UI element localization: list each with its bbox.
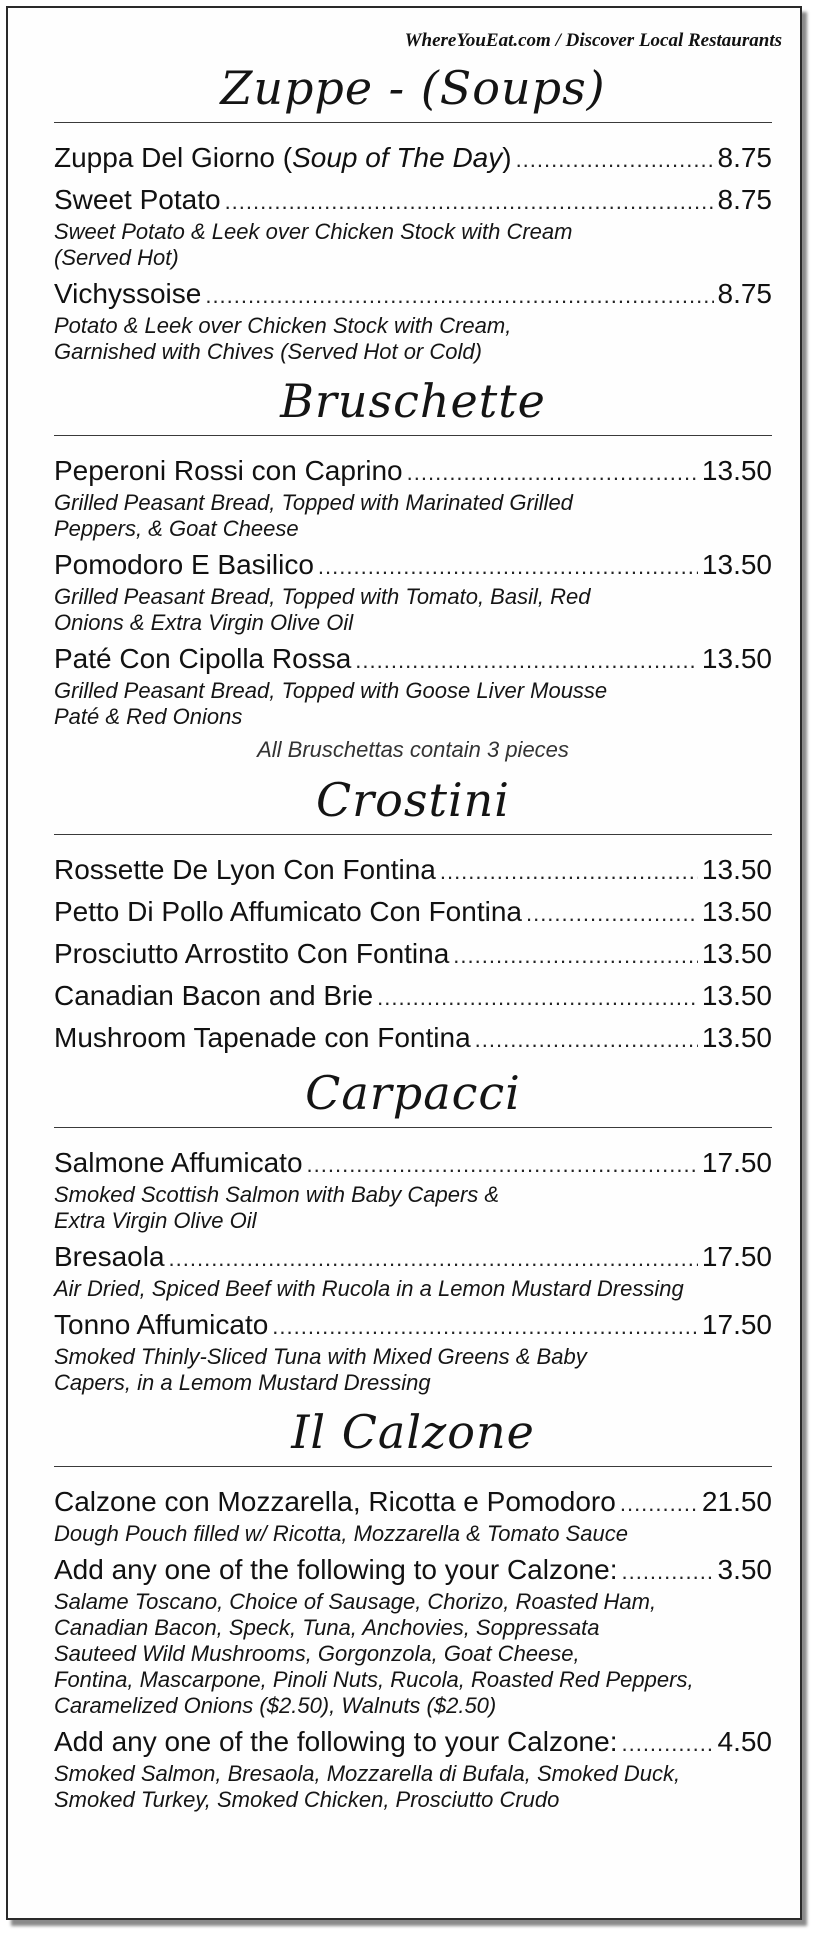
- menu-item: [54, 1725, 772, 1813]
- menu-item: [54, 1240, 772, 1302]
- section-divider: [54, 1127, 772, 1128]
- menu-section: [54, 371, 772, 764]
- menu-item-line: [54, 979, 772, 1015]
- menu-item-description: Onions & Extra Virgin Olive Oil: [54, 610, 354, 635]
- menu-item-line: [54, 642, 772, 678]
- menu-item-price: 13.50: [701, 455, 772, 486]
- section-divider: [54, 834, 772, 835]
- menu-item-price: 13.50: [701, 643, 772, 674]
- menu-item-description: Smoked Salmon, Bresaola, Mozzarella di Bufala, Smoked Duck,: [54, 1761, 681, 1786]
- menu-page: [6, 6, 802, 1920]
- menu-item-description: Grilled Peasant Bread, Topped with Goose Liver Mousse: [54, 678, 608, 703]
- menu-item: [54, 1308, 772, 1396]
- menu-item-description: Garnished with Chives (Served Hot or Cold): [54, 339, 482, 364]
- menu-item-name: Canadian Bacon and Brie: [54, 980, 374, 1011]
- menu-item-description: Dough Pouch filled w/ Ricotta, Mozzarella & Tomato Sauce: [54, 1521, 628, 1546]
- menu-item-description: Grilled Peasant Bread, Topped with Marinated Grilled: [54, 490, 573, 515]
- menu-item: [54, 141, 772, 177]
- menu-item: [54, 1146, 772, 1234]
- menu-item-price: 21.50: [701, 1486, 772, 1517]
- menu-item-description: Potato & Leek over Chicken Stock with Cream,: [54, 313, 512, 338]
- section-title: Crostini: [315, 773, 511, 827]
- menu-section: [54, 770, 772, 1057]
- dot-leader: [272, 1310, 698, 1344]
- menu-item-price: 13.50: [701, 854, 772, 885]
- menu-item-description: Air Dried, Spiced Beef with Rucola in a Lemon Mustard Dressing: [54, 1276, 684, 1301]
- section-title: Zuppe - (Soups): [220, 61, 606, 115]
- dot-leader: [475, 1023, 698, 1057]
- menu-item-line: [54, 1146, 772, 1182]
- menu-item-line: [54, 1240, 772, 1276]
- menu-item-description: Extra Virgin Olive Oil: [54, 1208, 257, 1233]
- menu-item-description: Smoked Thinly-Sliced Tuna with Mixed Greens & Baby: [54, 1344, 587, 1369]
- menu-item-line: [54, 548, 772, 584]
- menu-item-price: 17.50: [701, 1147, 772, 1178]
- dot-leader: [516, 143, 714, 177]
- menu-item-line: [54, 141, 772, 177]
- menu-item-name: Add any one of the following to your Calzone:: [54, 1554, 618, 1585]
- menu-item-price: 13.50: [701, 938, 772, 969]
- menu-item-line: [54, 1553, 772, 1589]
- menu-item-description: Grilled Peasant Bread, Topped with Tomato, Basil, Red: [54, 584, 591, 609]
- menu-item-description: Salame Toscano, Choice of Sausage, Chorizo, Roasted Ham,: [54, 1589, 657, 1614]
- site-header: WhereYouEat.com / Discover Local Restaurants: [404, 30, 782, 51]
- menu-item-description: Paté & Red Onions: [54, 704, 243, 729]
- menu-item-price: 17.50: [701, 1309, 772, 1340]
- menu-item-name: Salmone Affumicato: [54, 1147, 303, 1178]
- section-title: Il Calzone: [291, 1405, 535, 1459]
- menu-item-line: [54, 1308, 772, 1344]
- section-divider: [54, 435, 772, 436]
- menu-item-name: Zuppa Del Giorno (Soup of The Day): [54, 142, 512, 173]
- menu-item-name: Petto Di Pollo Affumicato Con Fontina: [54, 896, 522, 927]
- menu-item: [54, 937, 772, 973]
- menu-item-price: 13.50: [701, 1022, 772, 1053]
- menu-item-price: 8.75: [717, 184, 772, 215]
- menu-item: [54, 183, 772, 271]
- menu-item-line: [54, 277, 772, 313]
- menu-item-line: [54, 454, 772, 490]
- menu-item: [54, 979, 772, 1015]
- dot-leader: [318, 550, 698, 584]
- menu-item-description: Peppers, & Goat Cheese: [54, 516, 299, 541]
- section-divider: [54, 122, 772, 123]
- menu-item-price: 13.50: [701, 896, 772, 927]
- menu-section: [54, 1063, 772, 1396]
- menu-item-line: [54, 853, 772, 889]
- menu-item-description: Caramelized Onions ($2.50), Walnuts ($2.50): [54, 1693, 497, 1718]
- section-note: All Bruschettas contain 3 pieces: [257, 737, 569, 762]
- dot-leader: [407, 456, 698, 490]
- menu-item-name: Tonno Affumicato: [54, 1309, 269, 1340]
- menu-content: [54, 58, 772, 1819]
- menu-item-price: 8.75: [717, 278, 772, 309]
- menu-item-name-italic: Soup of The Day: [292, 142, 503, 173]
- section-title: Bruschette: [280, 374, 546, 428]
- menu-item-name: Bresaola: [54, 1241, 165, 1272]
- menu-item-name: Prosciutto Arrostito Con Fontina: [54, 938, 450, 969]
- menu-item-line: [54, 1485, 772, 1521]
- menu-item: [54, 1485, 772, 1547]
- menu-item-name: Rossette De Lyon Con Fontina: [54, 854, 436, 885]
- menu-item: [54, 853, 772, 889]
- dot-leader: [526, 897, 698, 931]
- menu-item-line: [54, 937, 772, 973]
- dot-leader: [225, 185, 714, 219]
- menu-item-description: (Served Hot): [54, 245, 179, 270]
- menu-item-price: 17.50: [701, 1241, 772, 1272]
- menu-item-line: [54, 1725, 772, 1761]
- dot-leader: [169, 1242, 698, 1276]
- dot-leader: [621, 1555, 713, 1589]
- menu-item-name: Mushroom Tapenade con Fontina: [54, 1022, 471, 1053]
- menu-item: [54, 548, 772, 636]
- menu-item-line: [54, 183, 772, 219]
- menu-item-price: 13.50: [701, 980, 772, 1011]
- menu-section: [54, 1402, 772, 1813]
- dot-leader: [453, 939, 698, 973]
- menu-item-description: Canadian Bacon, Speck, Tuna, Anchovies, Soppressata: [54, 1615, 600, 1640]
- menu-item: [54, 277, 772, 365]
- dot-leader: [621, 1727, 713, 1761]
- menu-item-description: Sweet Potato & Leek over Chicken Stock with Cream: [54, 219, 573, 244]
- menu-item: [54, 454, 772, 542]
- menu-item-name: Calzone con Mozzarella, Ricotta e Pomodoro: [54, 1486, 616, 1517]
- menu-item-description: Smoked Scottish Salmon with Baby Capers &: [54, 1182, 500, 1207]
- menu-item-price: 4.50: [717, 1726, 772, 1757]
- menu-item-line: [54, 1021, 772, 1057]
- menu-item-price: 13.50: [701, 549, 772, 580]
- menu-item-description: Sauteed Wild Mushrooms, Gorgonzola, Goat Cheese,: [54, 1641, 580, 1666]
- menu-item-price: 3.50: [717, 1554, 772, 1585]
- menu-item-description: Fontina, Mascarpone, Pinoli Nuts, Rucola, Roasted Red Peppers,: [54, 1667, 694, 1692]
- section-divider: [54, 1466, 772, 1467]
- menu-item-name: Peperoni Rossi con Caprino: [54, 455, 403, 486]
- menu-item-name: Sweet Potato: [54, 184, 221, 215]
- menu-item-name: Add any one of the following to your Calzone:: [54, 1726, 618, 1757]
- menu-item: [54, 1553, 772, 1719]
- dot-leader: [307, 1148, 698, 1182]
- menu-item-line: [54, 895, 772, 931]
- dot-leader: [440, 855, 698, 889]
- menu-item: [54, 642, 772, 730]
- dot-leader: [205, 279, 713, 313]
- dot-leader: [355, 644, 698, 678]
- menu-item-name: Vichyssoise: [54, 278, 202, 309]
- menu-item-name: Pomodoro E Basilico: [54, 549, 314, 580]
- menu-item-description: Capers, in a Lemom Mustard Dressing: [54, 1370, 431, 1395]
- menu-item-price: 8.75: [717, 142, 772, 173]
- menu-item-name: Paté Con Cipolla Rossa: [54, 643, 352, 674]
- menu-item: [54, 895, 772, 931]
- menu-item-description: Smoked Turkey, Smoked Chicken, Prosciutto Crudo: [54, 1787, 560, 1812]
- dot-leader: [377, 981, 698, 1015]
- menu-section: [54, 58, 772, 365]
- dot-leader: [620, 1487, 698, 1521]
- menu-item: [54, 1021, 772, 1057]
- section-title: Carpacci: [305, 1066, 521, 1120]
